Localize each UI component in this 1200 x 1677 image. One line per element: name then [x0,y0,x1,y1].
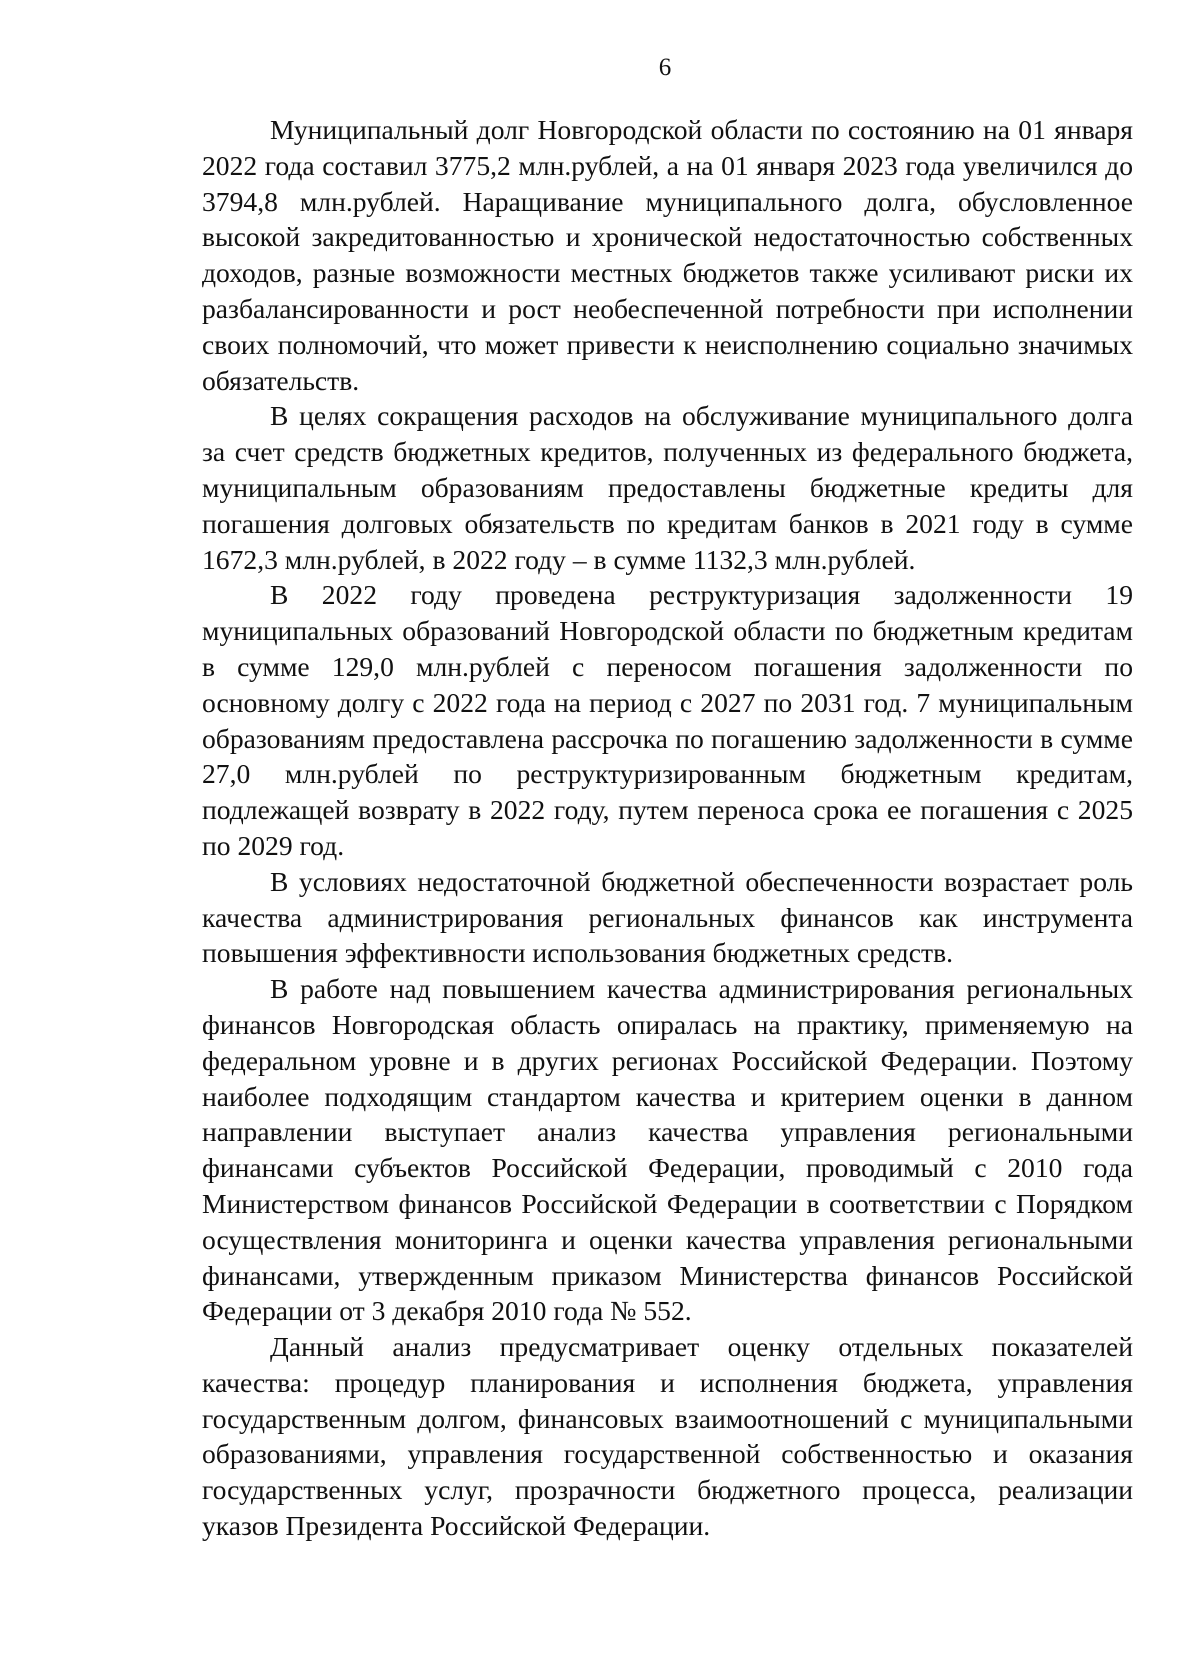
paragraph-municipal-debt: Муниципальный долг Новгородской области по состоянию на 01 января 2022 года составил 3775,2 млн.рублей, а на 01 января 2023 года увеличился до 3794,8 млн.рублей. Наращивание муниципального долга, обусловленное высокой закредитованностью и хронической недостаточностью собственных доходов, разные возможности местных бюджетов также усиливают риски их разбалансированности и рост необеспеченной потребности при исполнении своих полномочий, что может привести к неисполнению социально значимых обязательств. [202,114,1133,396]
paragraph-quality-indicators: Данный анализ предусматривает оценку отдельных показателей качества: процедур планирования и исполнения бюджета, управления государственным долгом, финансовых взаимоотношений с муниципальными образованиями, управления государственной собственностью и оказания государственных услуг, прозрачности бюджетного процесса, реализации указов Президента Российской Федерации. [202,1331,1133,1542]
paragraph-administration-role: В условиях недостаточной бюджетной обеспеченности возрастает роль качества администрирования региональных финансов как инструмента повышения эффективности использования бюджетных средств. [202,865,1133,969]
paragraph-budget-credits: В целях сокращения расходов на обслуживание муниципального долга за счет средств бюджетных кредитов, полученных из федерального бюджета, муниципальным образованиям предоставлены бюджетные кредиты для погашения долговых обязательств по кредитам банков в 2021 году в сумме 1672,3 млн.рублей, в 2022 году – в сумме 1132,3 млн.рублей. [202,400,1133,575]
document-body [202,112,1133,1544]
paragraph-quality-analysis: В работе над повышением качества администрирования региональных финансов Новгородская область опиралась на практику, применяемую на федеральном уровне и в других регионах Российской Федерации. Поэтому наиболее подходящим стандартом качества и критерием оценки в данном направлении выступает анализ качества управления региональными финансами субъектов Российской Федерации, проводимый с 2010 года Министерством финансов Российской Федерации в соответствии с Порядком осуществления мониторинга и оценки качества управления региональными финансами, утвержденным приказом Министерства финансов Российской Федерации от 3 декабря 2010 года № 552. [202,973,1133,1327]
paragraph-restructuring: В 2022 году проведена реструктуризация задолженности 19 муниципальных образований Новгородской области по бюджетным кредитам в сумме 129,0 млн.рублей с переносом погашения задолженности по основному долгу с 2022 года на период с 2027 по 2031 год. 7 муниципальным образованиям предоставлена рассрочка по погашению задолженности в сумме 27,0 млн.рублей по реструктуризированным бюджетным кредитам, подлежащей возврату в 2022 году, путем переноса срока ее погашения с 2025 по 2029 год. [202,579,1133,861]
page-number: 6 [658,54,672,81]
